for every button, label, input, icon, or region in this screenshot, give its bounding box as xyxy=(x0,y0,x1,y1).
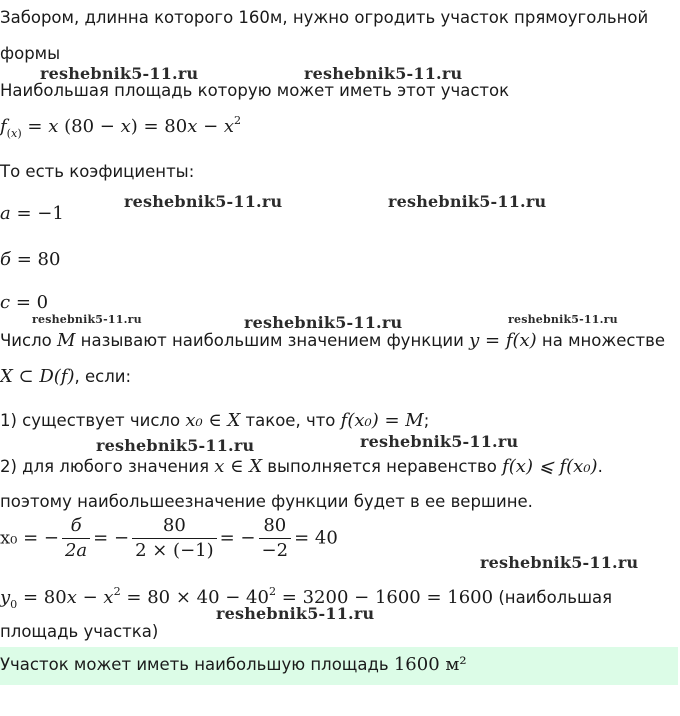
y0-expression: $y_0 = 80x - x^2 = 80 \times 40 - 40^2 = 3200 - 1600 = 1600$ xyxy=(0,585,494,611)
coefficient-b: б = 80 xyxy=(0,249,61,270)
watermark: reshebnik5-11.ru xyxy=(96,436,255,455)
formula-f: $f_{(x)} = x$ $(80 - x) = 80x - x^2$ xyxy=(0,114,242,140)
watermark: reshebnik5-11.ru xyxy=(32,313,142,326)
watermark: reshebnik5-11.ru xyxy=(388,192,547,211)
coefficient-a: a = −1 xyxy=(0,203,64,224)
problem-line-3: Наибольшая площадь которую может иметь этот участок xyxy=(0,81,510,100)
y0-note-line-2: площадь участка) xyxy=(0,622,159,641)
answer-text: Участок может иметь наибольшую площадь 1600 м² xyxy=(0,654,467,675)
fraction-80-over-2x-1: $\frac{80}{2 \times (-1)}$ xyxy=(132,516,217,561)
condition-2: 2) для любого значения x ∈ X выполняется неравенство f(x) ⩽ f(x₀). xyxy=(0,456,603,477)
x0-formula: x₀ = − $\frac{б}{2a}$ = − $\frac{80}{2 \times (-1)}$ = − $\frac{80}{-2}$ = 40 xyxy=(0,515,338,561)
coefficients-intro: То есть коэфициенты: xyxy=(0,162,195,181)
definition-line-2: X ⊂ D(f), если: xyxy=(0,366,132,387)
watermark: reshebnik5-11.ru xyxy=(216,604,375,623)
coefficient-c: c = 0 xyxy=(0,292,49,313)
fraction-80-over-minus2: $\frac{80}{-2}$ xyxy=(259,516,292,561)
symbol-M: M xyxy=(57,330,76,351)
vertex-note: поэтому наибольшеезначение функции будет в ее вершине. xyxy=(0,492,533,511)
definition-line-1: Число M называют наибольшим значением функции y = f(x) на множестве xyxy=(0,330,665,351)
watermark: reshebnik5-11.ru xyxy=(244,313,403,332)
condition-1: 1) существует число x₀ ∈ X такое, что f(x₀) = M; xyxy=(0,410,430,431)
function-y: y = f(x) xyxy=(469,330,537,351)
watermark: reshebnik5-11.ru xyxy=(508,313,618,326)
y0-formula: $y_0 = 80x - x^2 = 80 \times 40 - 40^2 = 3200 - 1600 = 1600$ (наибольшая xyxy=(0,585,613,611)
watermark: reshebnik5-11.ru xyxy=(304,64,463,83)
watermark: reshebnik5-11.ru xyxy=(480,553,639,572)
problem-line-1: Забором, длинна которого 160м, нужно огродить участок прямоугольной xyxy=(0,8,649,27)
watermark: reshebnik5-11.ru xyxy=(40,64,199,83)
fraction-b-over-2a: $\frac{б}{2a}$ xyxy=(62,516,90,561)
set-X: X ⊂ D(f) xyxy=(0,366,75,387)
answer-value: 1600 м² xyxy=(393,654,467,675)
watermark: reshebnik5-11.ru xyxy=(124,192,283,211)
watermark: reshebnik5-11.ru xyxy=(360,432,519,451)
problem-line-2: формы xyxy=(0,44,61,63)
